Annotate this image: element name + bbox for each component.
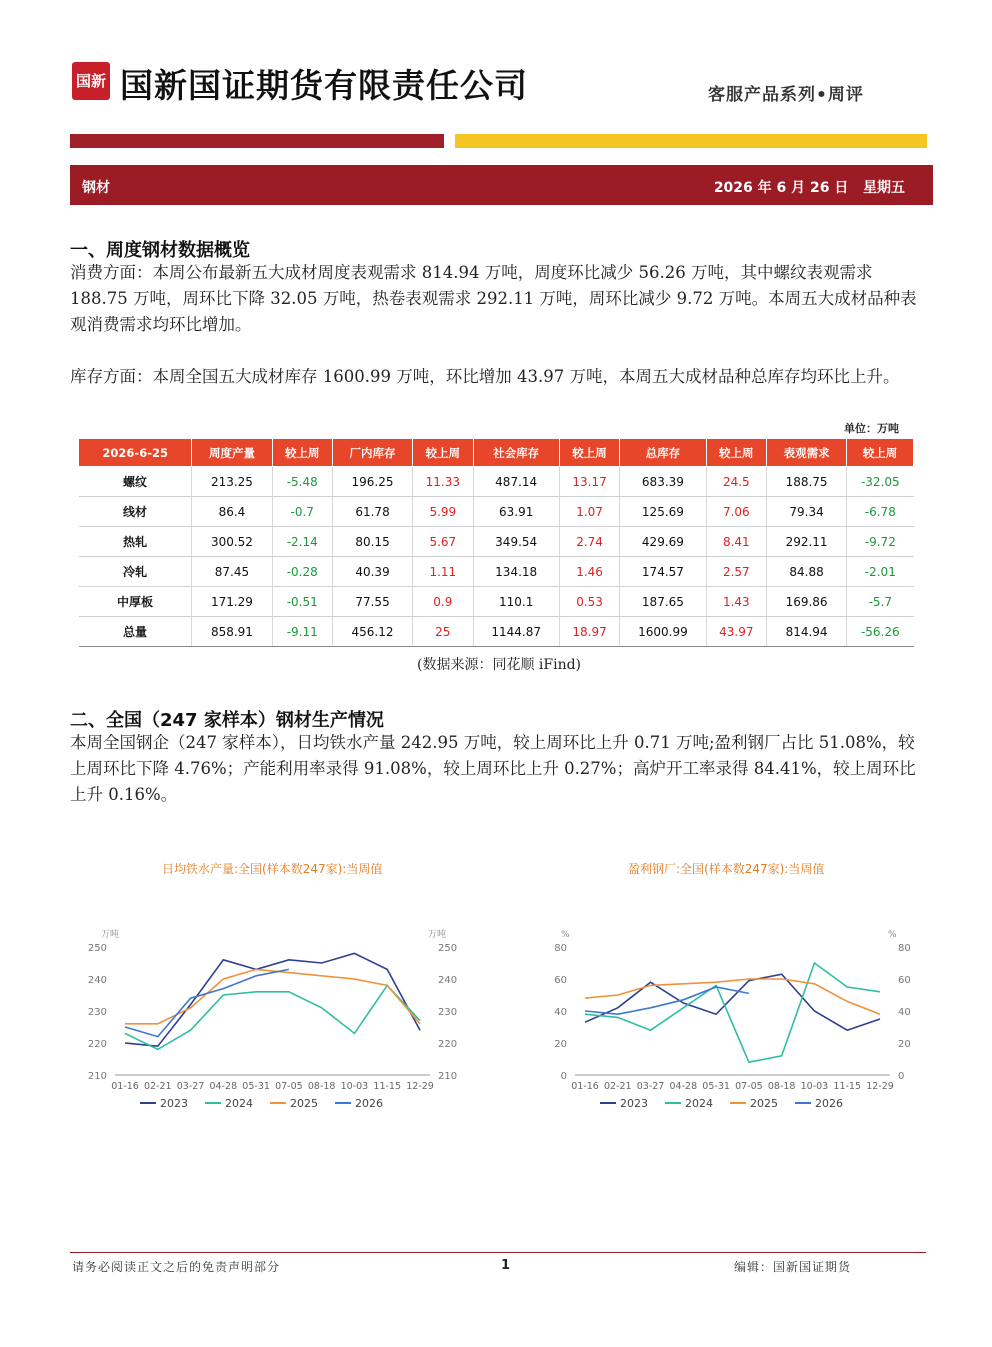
chart-profitable-mills: [540, 925, 925, 1120]
y-tick-label-right: 220: [438, 1039, 458, 1050]
table-cell: 79.34: [767, 497, 847, 527]
table-cell: 8.41: [706, 527, 766, 557]
table-header-row: [79, 439, 914, 467]
series-line-2025: [125, 969, 420, 1023]
y-tick-label: 80: [554, 943, 567, 954]
table-cell: -6.78: [847, 497, 914, 527]
x-tick-label: 11-15: [833, 1081, 862, 1092]
table-cell: 0.53: [559, 587, 619, 617]
table-cell: 110.1: [473, 587, 559, 617]
table-cell: 292.11: [767, 527, 847, 557]
table-cell: 134.18: [473, 557, 559, 587]
table-cell: 84.88: [767, 557, 847, 587]
table-header-cell: 较上周: [847, 439, 914, 467]
table-cell: 40.39: [332, 557, 412, 587]
y-tick-label-right: 80: [898, 943, 911, 954]
table-cell: -0.51: [272, 587, 332, 617]
steel-data-table: [78, 438, 914, 647]
section1-inventory-para: 库存方面：本周全国五大成材库存 1600.99 万吨，环比增加 43.97 万吨，本周五大成材品种总库存均环比上升。: [70, 367, 900, 386]
table-header-cell: 厂内库存: [332, 439, 412, 467]
y-tick-label-right: 250: [438, 943, 458, 954]
company-logo: 国新: [72, 62, 110, 100]
table-cell: 2.57: [706, 557, 766, 587]
legend-label-2024: 2024: [685, 1097, 713, 1110]
table-row: [79, 497, 914, 527]
x-tick-label: 05-31: [242, 1081, 270, 1092]
table-cell: -56.26: [847, 617, 914, 647]
table-cell: -9.11: [272, 617, 332, 647]
table-cell: -9.72: [847, 527, 914, 557]
table-cell: 77.55: [332, 587, 412, 617]
table-row-label: 冷轧: [79, 557, 192, 587]
x-tick-label: 07-05: [275, 1081, 303, 1092]
series-line-2026: [585, 987, 749, 1014]
table-cell: 2.74: [559, 527, 619, 557]
report-date: 2026 年 6 月 26 日 星期五: [713, 180, 905, 196]
legend-label-2024: 2024: [225, 1097, 253, 1110]
table-cell: 858.91: [192, 617, 272, 647]
y-tick-label: 210: [87, 1071, 107, 1082]
table-cell: -0.7: [272, 497, 332, 527]
table-row-label: 总量: [79, 617, 192, 647]
y-tick-label: 60: [554, 975, 567, 986]
table-unit: 单位：万吨: [844, 422, 899, 435]
table-row-label: 线材: [79, 497, 192, 527]
table-cell: 63.91: [473, 497, 559, 527]
table-row: [79, 557, 914, 587]
legend-label-2026: 2026: [355, 1097, 383, 1110]
table-cell: 1144.87: [473, 617, 559, 647]
table-cell: 1.11: [413, 557, 473, 587]
table-cell: 456.12: [332, 617, 412, 647]
table-cell: 187.65: [620, 587, 706, 617]
table-cell: 1.43: [706, 587, 766, 617]
table-row: [79, 617, 914, 647]
x-tick-label: 08-18: [307, 1081, 336, 1092]
x-tick-label: 07-05: [735, 1081, 763, 1092]
x-tick-label: 11-15: [373, 1081, 402, 1092]
series-line-2026: [125, 969, 289, 1036]
table-row: [79, 587, 914, 617]
table-header-cell: 较上周: [413, 439, 473, 467]
company-name: 国新国证期货有限责任公司: [120, 66, 528, 105]
table-cell: 7.06: [706, 497, 766, 527]
x-tick-label: 01-16: [571, 1081, 599, 1092]
decor-bar-red: [70, 134, 444, 148]
y-tick-label: 40: [554, 1007, 567, 1018]
x-tick-label: 05-31: [702, 1081, 730, 1092]
table-cell: 11.33: [413, 467, 473, 497]
y-axis-unit-left: 万吨: [101, 930, 120, 940]
section2-heading: 二、全国（247 家样本）钢材生产情况: [70, 710, 384, 731]
x-tick-label: 10-03: [800, 1081, 829, 1092]
y-tick-label: 240: [87, 975, 107, 986]
data-source: (数据来源：同花顺 iFind): [417, 657, 582, 673]
x-tick-label: 12-29: [866, 1081, 894, 1092]
table-cell: 169.86: [767, 587, 847, 617]
table-header-date: 2026-6-25: [79, 439, 192, 467]
table-cell: 43.97: [706, 617, 766, 647]
x-tick-label: 03-27: [636, 1081, 665, 1092]
legend-label-2025: 2025: [290, 1097, 318, 1110]
table-cell: 18.97: [559, 617, 619, 647]
y-tick-label: 230: [87, 1007, 107, 1018]
table-header-cell: 总库存: [620, 439, 706, 467]
table-cell: -2.01: [847, 557, 914, 587]
table-cell: -2.14: [272, 527, 332, 557]
table-cell: 61.78: [332, 497, 412, 527]
decor-bar-yellow: [455, 134, 927, 148]
footer-divider: [70, 1252, 926, 1253]
table-cell: -0.28: [272, 557, 332, 587]
y-tick-label: 250: [87, 943, 107, 954]
table-cell: 349.54: [473, 527, 559, 557]
x-tick-label: 02-21: [143, 1081, 172, 1092]
legend-label-2023: 2023: [620, 1097, 648, 1110]
table-cell: 1.07: [559, 497, 619, 527]
x-tick-label: 03-27: [176, 1081, 205, 1092]
chart2-title: 盈利钢厂:全国(样本数247家):当周值: [628, 862, 825, 876]
table-header-cell: 周度产量: [192, 439, 272, 467]
table-cell: 429.69: [620, 527, 706, 557]
table-cell: 1.46: [559, 557, 619, 587]
y-tick-label-right: 210: [438, 1071, 458, 1082]
table-cell: -5.48: [272, 467, 332, 497]
footer-editor: 编辑：国新国证期货: [734, 1260, 852, 1274]
legend-label-2025: 2025: [750, 1097, 778, 1110]
table-cell: 13.17: [559, 467, 619, 497]
x-tick-label: 01-16: [111, 1081, 139, 1092]
x-tick-label: 08-18: [767, 1081, 796, 1092]
table-cell: 1600.99: [620, 617, 706, 647]
table-cell: 487.14: [473, 467, 559, 497]
footer-disclaimer: 请务必阅读正文之后的免责声明部分: [72, 1260, 281, 1274]
x-tick-label: 02-21: [603, 1081, 632, 1092]
y-axis-unit-right: 万吨: [428, 930, 447, 940]
chart-iron-output: [80, 925, 465, 1120]
table-cell: 86.4: [192, 497, 272, 527]
section1-heading: 一、周度钢材数据概览: [70, 240, 250, 261]
table-row-label: 螺纹: [79, 467, 192, 497]
category-banner: [70, 165, 933, 205]
y-tick-label-right: 230: [438, 1007, 458, 1018]
y-tick-label-right: 0: [898, 1071, 905, 1082]
table-cell: 0.9: [413, 587, 473, 617]
table-cell: 196.25: [332, 467, 412, 497]
y-tick-label: 220: [87, 1039, 107, 1050]
table-cell: -32.05: [847, 467, 914, 497]
table-header-cell: 较上周: [272, 439, 332, 467]
table-header-cell: 社会库存: [473, 439, 559, 467]
table-cell: 188.75: [767, 467, 847, 497]
y-tick-label-right: 60: [898, 975, 911, 986]
table-cell: 300.52: [192, 527, 272, 557]
y-axis-unit-left: %: [561, 930, 570, 940]
table-cell: 87.45: [192, 557, 272, 587]
x-tick-label: 10-03: [340, 1081, 369, 1092]
table-row: [79, 467, 914, 497]
table-cell: 24.5: [706, 467, 766, 497]
x-tick-label: 12-29: [406, 1081, 434, 1092]
series-line-2023: [125, 953, 420, 1046]
table-cell: 683.39: [620, 467, 706, 497]
table-header-cell: 较上周: [559, 439, 619, 467]
y-tick-label-right: 240: [438, 975, 458, 986]
table-row-label: 热轧: [79, 527, 192, 557]
table-row-label: 中厚板: [79, 587, 192, 617]
y-tick-label: 0: [560, 1071, 567, 1082]
x-tick-label: 04-28: [209, 1081, 238, 1092]
category-label: 钢材: [82, 180, 110, 196]
table-cell: 213.25: [192, 467, 272, 497]
legend-label-2023: 2023: [160, 1097, 188, 1110]
y-axis-unit-right: %: [888, 930, 897, 940]
table-row: [79, 527, 914, 557]
y-tick-label-right: 40: [898, 1007, 911, 1018]
y-tick-label: 20: [554, 1039, 567, 1050]
page-number: 1: [501, 1258, 511, 1273]
table-cell: -5.7: [847, 587, 914, 617]
chart1-title: 日均铁水产量:全国(样本数247家):当周值: [162, 862, 383, 876]
table-cell: 171.29: [192, 587, 272, 617]
table-cell: 125.69: [620, 497, 706, 527]
y-tick-label-right: 20: [898, 1039, 911, 1050]
table-cell: 814.94: [767, 617, 847, 647]
section2-para: 本周全国钢企（247 家样本），日均铁水产量 242.95 万吨，较上周环比上升 0.71 万吨;盈利钢厂占比 51.08%，较上周环比下降 4.76%；产能利用率录得 91.08%，较上周环比上升 0.27%；高炉开工率录得 84.41%，较上周环比上升 0.16%。: [70, 733, 916, 804]
table-header-cell: 较上周: [706, 439, 766, 467]
section1-consumption-para: 消费方面：本周公布最新五大成材周度表观需求 814.94 万吨，周度环比减少 56.26 万吨，其中螺纹表观需求 188.75 万吨，周环比下降 32.05 万吨，热卷表观需求 292.11 万吨，周环比减少 9.72 万吨。本周五大成材品种表观消费需求均环比增加。: [70, 263, 917, 334]
table-cell: 174.57: [620, 557, 706, 587]
table-cell: 80.15: [332, 527, 412, 557]
table-cell: 25: [413, 617, 473, 647]
table-cell: 5.99: [413, 497, 473, 527]
table-cell: 5.67: [413, 527, 473, 557]
legend-label-2026: 2026: [815, 1097, 843, 1110]
x-tick-label: 04-28: [669, 1081, 698, 1092]
report-series: 客服产品系列•周评: [708, 85, 864, 105]
table-header-cell: 表观需求: [767, 439, 847, 467]
